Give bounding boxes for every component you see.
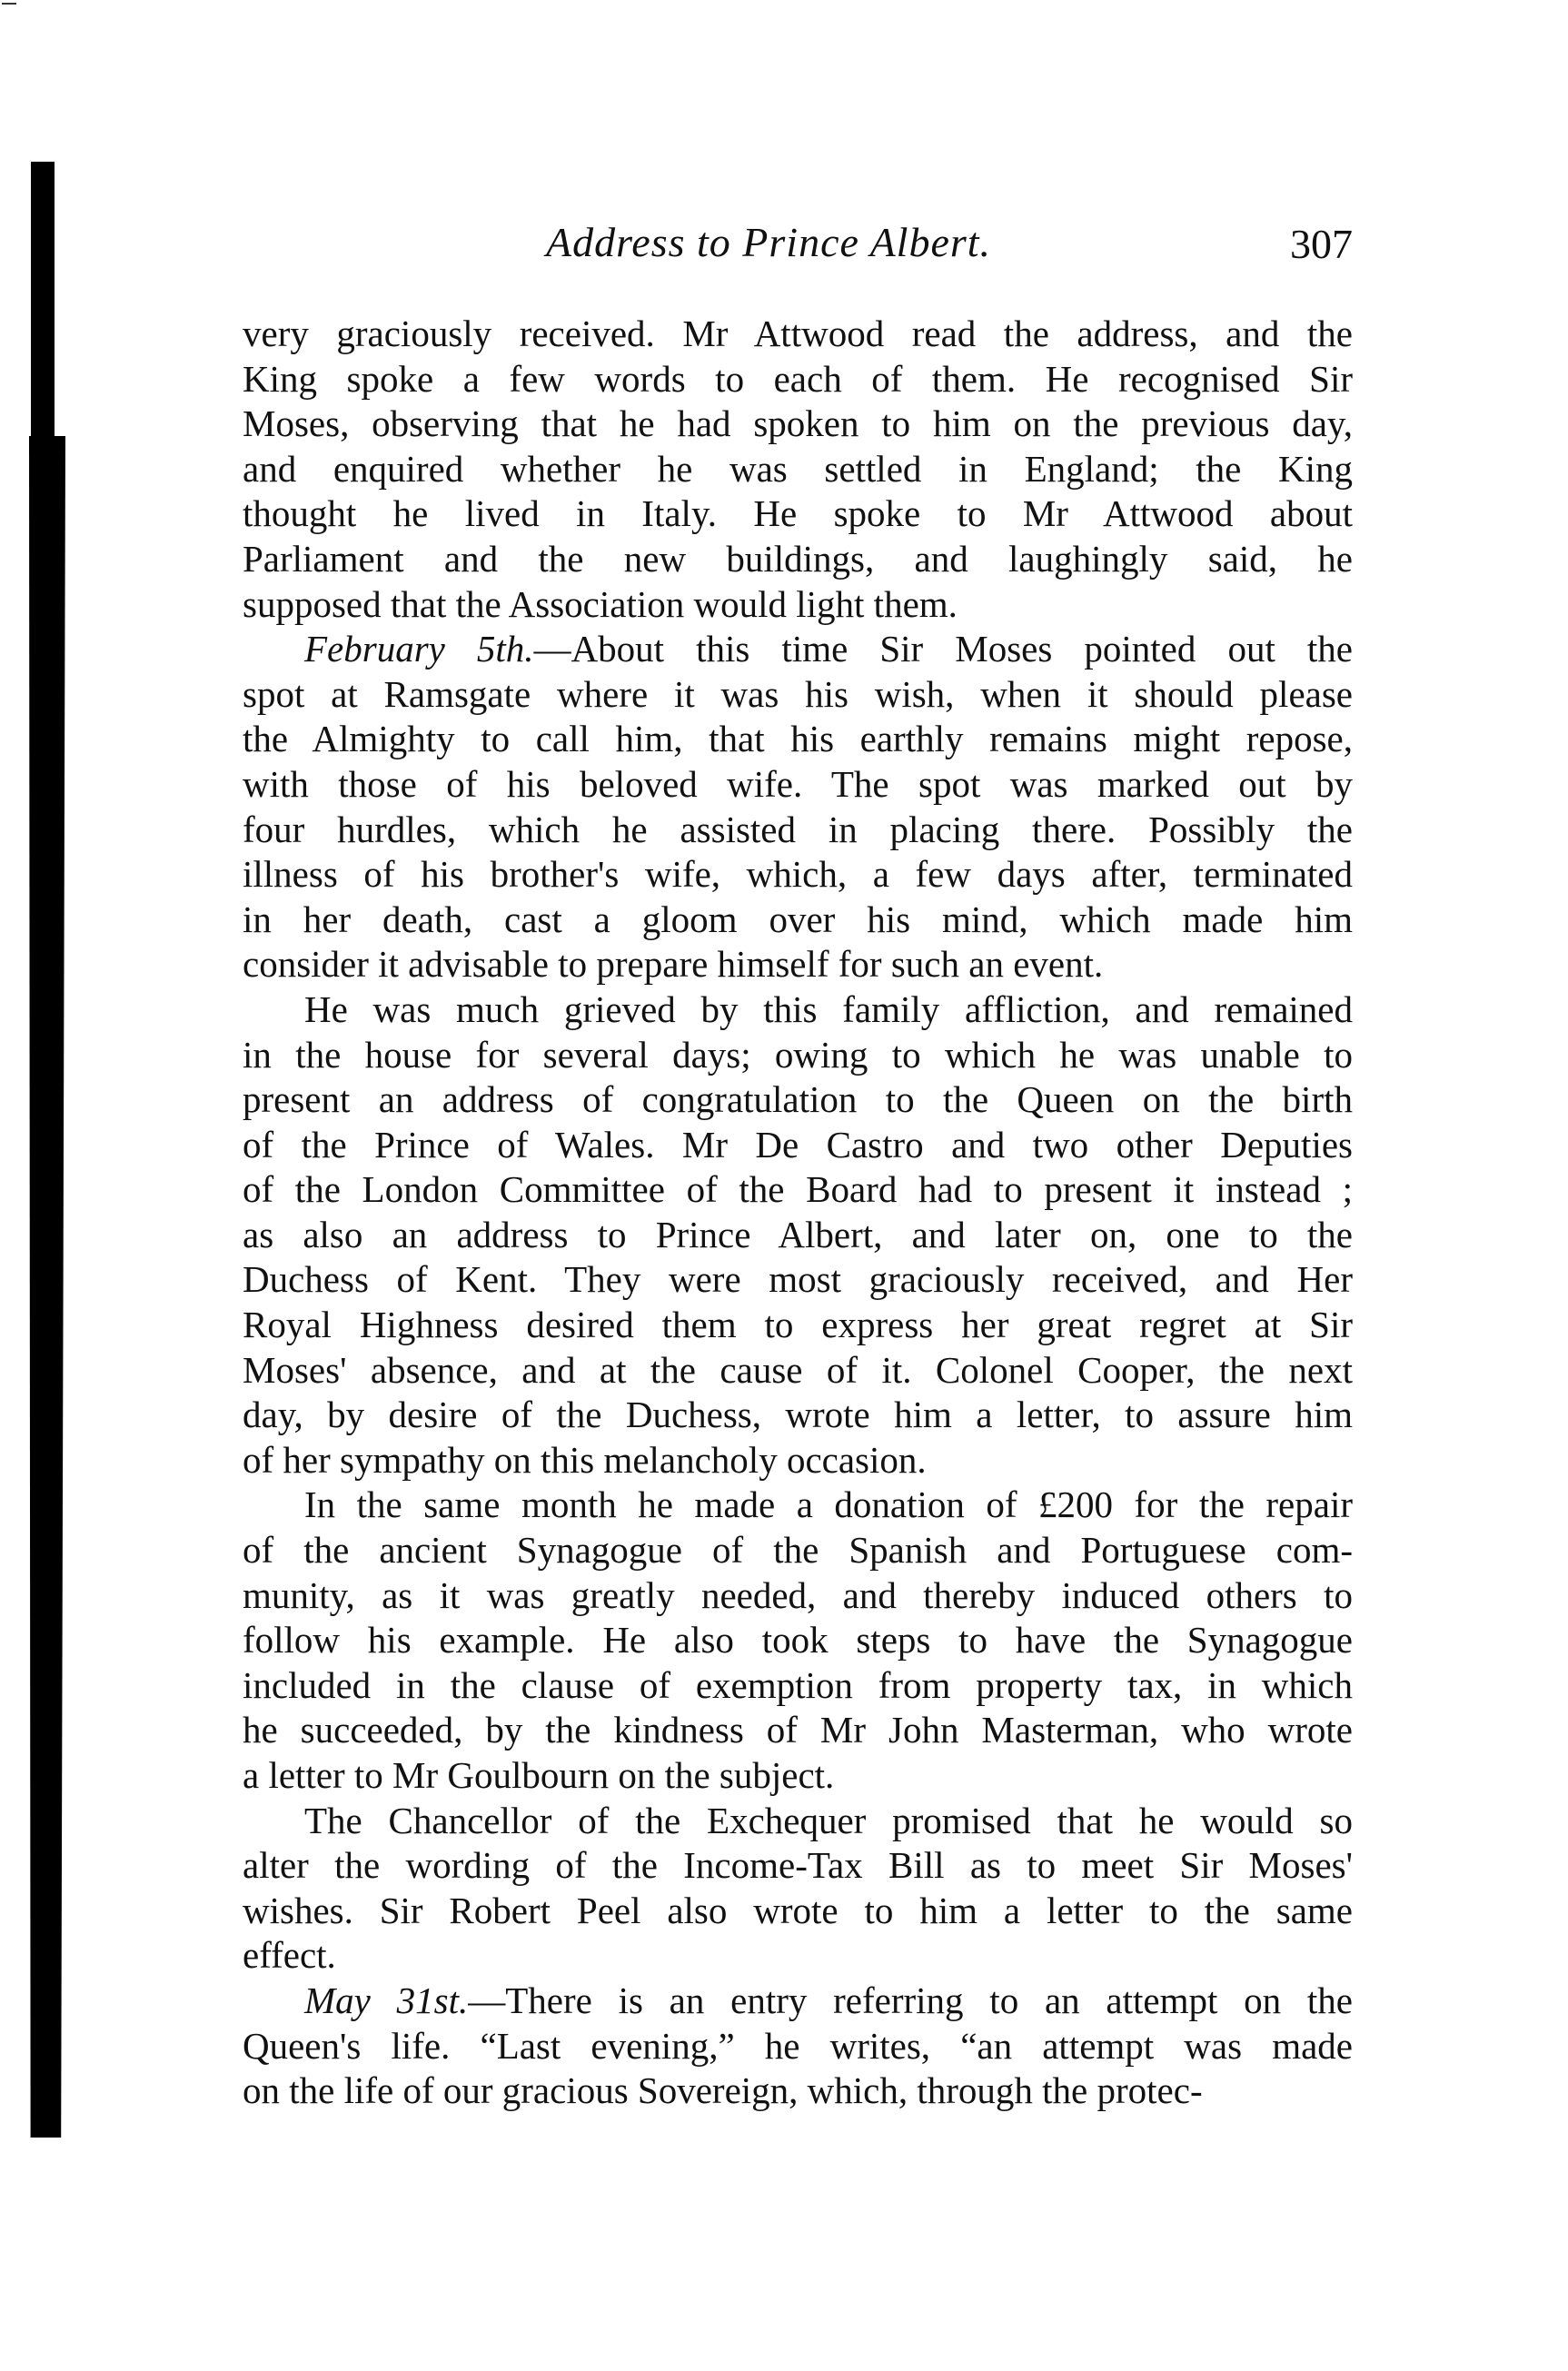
text-line xyxy=(243,717,1353,762)
text-line xyxy=(243,1528,1353,1573)
line-text: Royal Highness desired them to express her great regret at Sir xyxy=(243,1304,1353,1346)
line-text: King spoke a few words to each of them. He recognised Sir xyxy=(243,357,1353,400)
text-line xyxy=(243,1257,1353,1303)
text-line xyxy=(243,1753,1353,1799)
page-number: 307 xyxy=(1290,221,1353,267)
line-text: wishes. Sir Robert Peel also wrote to him a letter to the same xyxy=(243,1889,1353,1931)
line-text: a letter to Mr Goulbourn on the subject. xyxy=(243,1754,835,1796)
text-line xyxy=(243,1618,1353,1663)
line-text: of the London Committee of the Board had to present it instead ; xyxy=(243,1168,1353,1211)
line-text: Moses, observing that he had spoken to him on the previous day, xyxy=(243,402,1353,445)
text-line xyxy=(243,582,1353,628)
text-line xyxy=(243,1393,1353,1438)
text-line xyxy=(243,1663,1353,1709)
text-line xyxy=(243,312,1353,357)
text-line xyxy=(243,1843,1353,1889)
text-line xyxy=(243,1708,1353,1753)
date-heading: May 31st. xyxy=(304,1979,469,2021)
line-text: very graciously received. Mr Attwood read the address, and the xyxy=(243,312,1353,354)
line-text: the Almighty to call him, that his earthly remains might repose, xyxy=(243,718,1353,760)
line-text: —About this time Sir Moses pointed out the xyxy=(533,628,1353,670)
line-text: day, by desire of the Duchess, wrote him a letter, to assure him xyxy=(243,1394,1353,1436)
text-line xyxy=(243,1799,1353,1844)
text-line xyxy=(243,1348,1353,1394)
text-line xyxy=(243,808,1353,853)
line-text: Moses' absence, and at the cause of it. Colonel Cooper, the next xyxy=(243,1348,1353,1391)
scan-artifact xyxy=(2,3,16,5)
line-text: The Chancellor of the Exchequer promised that he would so xyxy=(304,1799,1353,1841)
line-text: In the same month he made a donation of £200 for the repair xyxy=(304,1483,1353,1526)
scan-binding-shadow-lower xyxy=(29,436,65,2138)
running-title: Address to Prince Albert. xyxy=(546,219,992,265)
date-heading: February 5th. xyxy=(304,628,534,670)
text-line xyxy=(243,1077,1353,1123)
line-text: in her death, cast a gloom over his mind, which made him xyxy=(243,898,1353,940)
text-line xyxy=(243,987,1353,1033)
text-line xyxy=(243,357,1353,402)
text-line xyxy=(243,491,1353,537)
line-text: of the Prince of Wales. Mr De Castro and two other Deputies xyxy=(243,1123,1353,1166)
text-line xyxy=(243,2024,1353,2069)
line-text: Parliament and the new buildings, and laughingly said, he xyxy=(243,537,1353,580)
line-text: he succeeded, by the kindness of Mr John Masterman, who wrote xyxy=(243,1709,1353,1751)
line-text: in the house for several days; owing to which he was unable to xyxy=(243,1033,1353,1076)
line-text: Queen's life. “Last evening,” he writes, “an attempt was made xyxy=(243,2024,1353,2067)
text-line xyxy=(243,762,1353,808)
text-line xyxy=(243,1033,1353,1078)
text-line xyxy=(243,1438,1353,1483)
text-line xyxy=(243,852,1353,898)
line-text: follow his example. He also took steps to have the Synagogue xyxy=(243,1619,1353,1662)
line-text: of the ancient Synagogue of the Spanish and Portuguese com- xyxy=(243,1529,1353,1572)
text-line xyxy=(243,1573,1353,1619)
line-text: supposed that the Association would light them. xyxy=(243,582,958,625)
line-text: as also an address to Prince Albert, and later on, one to the xyxy=(243,1213,1353,1255)
line-text: four hurdles, which he assisted in placing there. Possibly the xyxy=(243,808,1353,850)
line-text: illness of his brother's wife, which, a few days after, terminated xyxy=(243,853,1353,896)
line-text: Duchess of Kent. They were most graciously received, and Her xyxy=(243,1258,1353,1301)
text-line xyxy=(243,447,1353,492)
text-line xyxy=(243,1213,1353,1258)
line-text: of her sympathy on this melancholy occasion. xyxy=(243,1438,927,1481)
line-text: included in the clause of exemption from property tax, in which xyxy=(243,1663,1353,1706)
text-line xyxy=(243,1933,1353,1979)
text-line xyxy=(243,1483,1353,1528)
page-header xyxy=(243,218,1353,273)
line-text: effect. xyxy=(243,1934,336,1977)
text-line xyxy=(243,2068,1353,2114)
line-text: consider it advisable to prepare himself for such an event. xyxy=(243,943,1104,986)
text-line xyxy=(243,537,1353,582)
line-text: and enquired whether he was settled in England; the King xyxy=(243,447,1353,490)
body-text xyxy=(243,312,1353,2114)
line-text: alter the wording of the Income-Tax Bill as to meet Sir Moses' xyxy=(243,1844,1353,1887)
text-line xyxy=(243,942,1353,987)
line-text: —There is an entry referring to an attempt on the xyxy=(468,1979,1353,2021)
text-line xyxy=(243,627,1353,672)
line-text: present an address of congratulation to the Queen on the birth xyxy=(243,1078,1353,1121)
line-text: on the life of our gracious Sovereign, which, through the protec- xyxy=(243,2069,1203,2112)
text-line xyxy=(243,898,1353,943)
text-line xyxy=(243,1979,1353,2024)
text-line xyxy=(243,1123,1353,1168)
line-text: munity, as it was greatly needed, and thereby induced others to xyxy=(243,1573,1353,1616)
line-text: He was much grieved by this family affliction, and remained xyxy=(304,987,1353,1030)
text-line xyxy=(243,1167,1353,1213)
text-line xyxy=(243,672,1353,718)
text-line xyxy=(243,1889,1353,1934)
line-text: spot at Ramsgate where it was his wish, when it should please xyxy=(243,672,1353,715)
line-text: thought he lived in Italy. He spoke to Mr Attwood about xyxy=(243,492,1353,535)
line-text: with those of his beloved wife. The spot was marked out by xyxy=(243,762,1353,805)
text-line xyxy=(243,402,1353,447)
text-line xyxy=(243,1303,1353,1348)
